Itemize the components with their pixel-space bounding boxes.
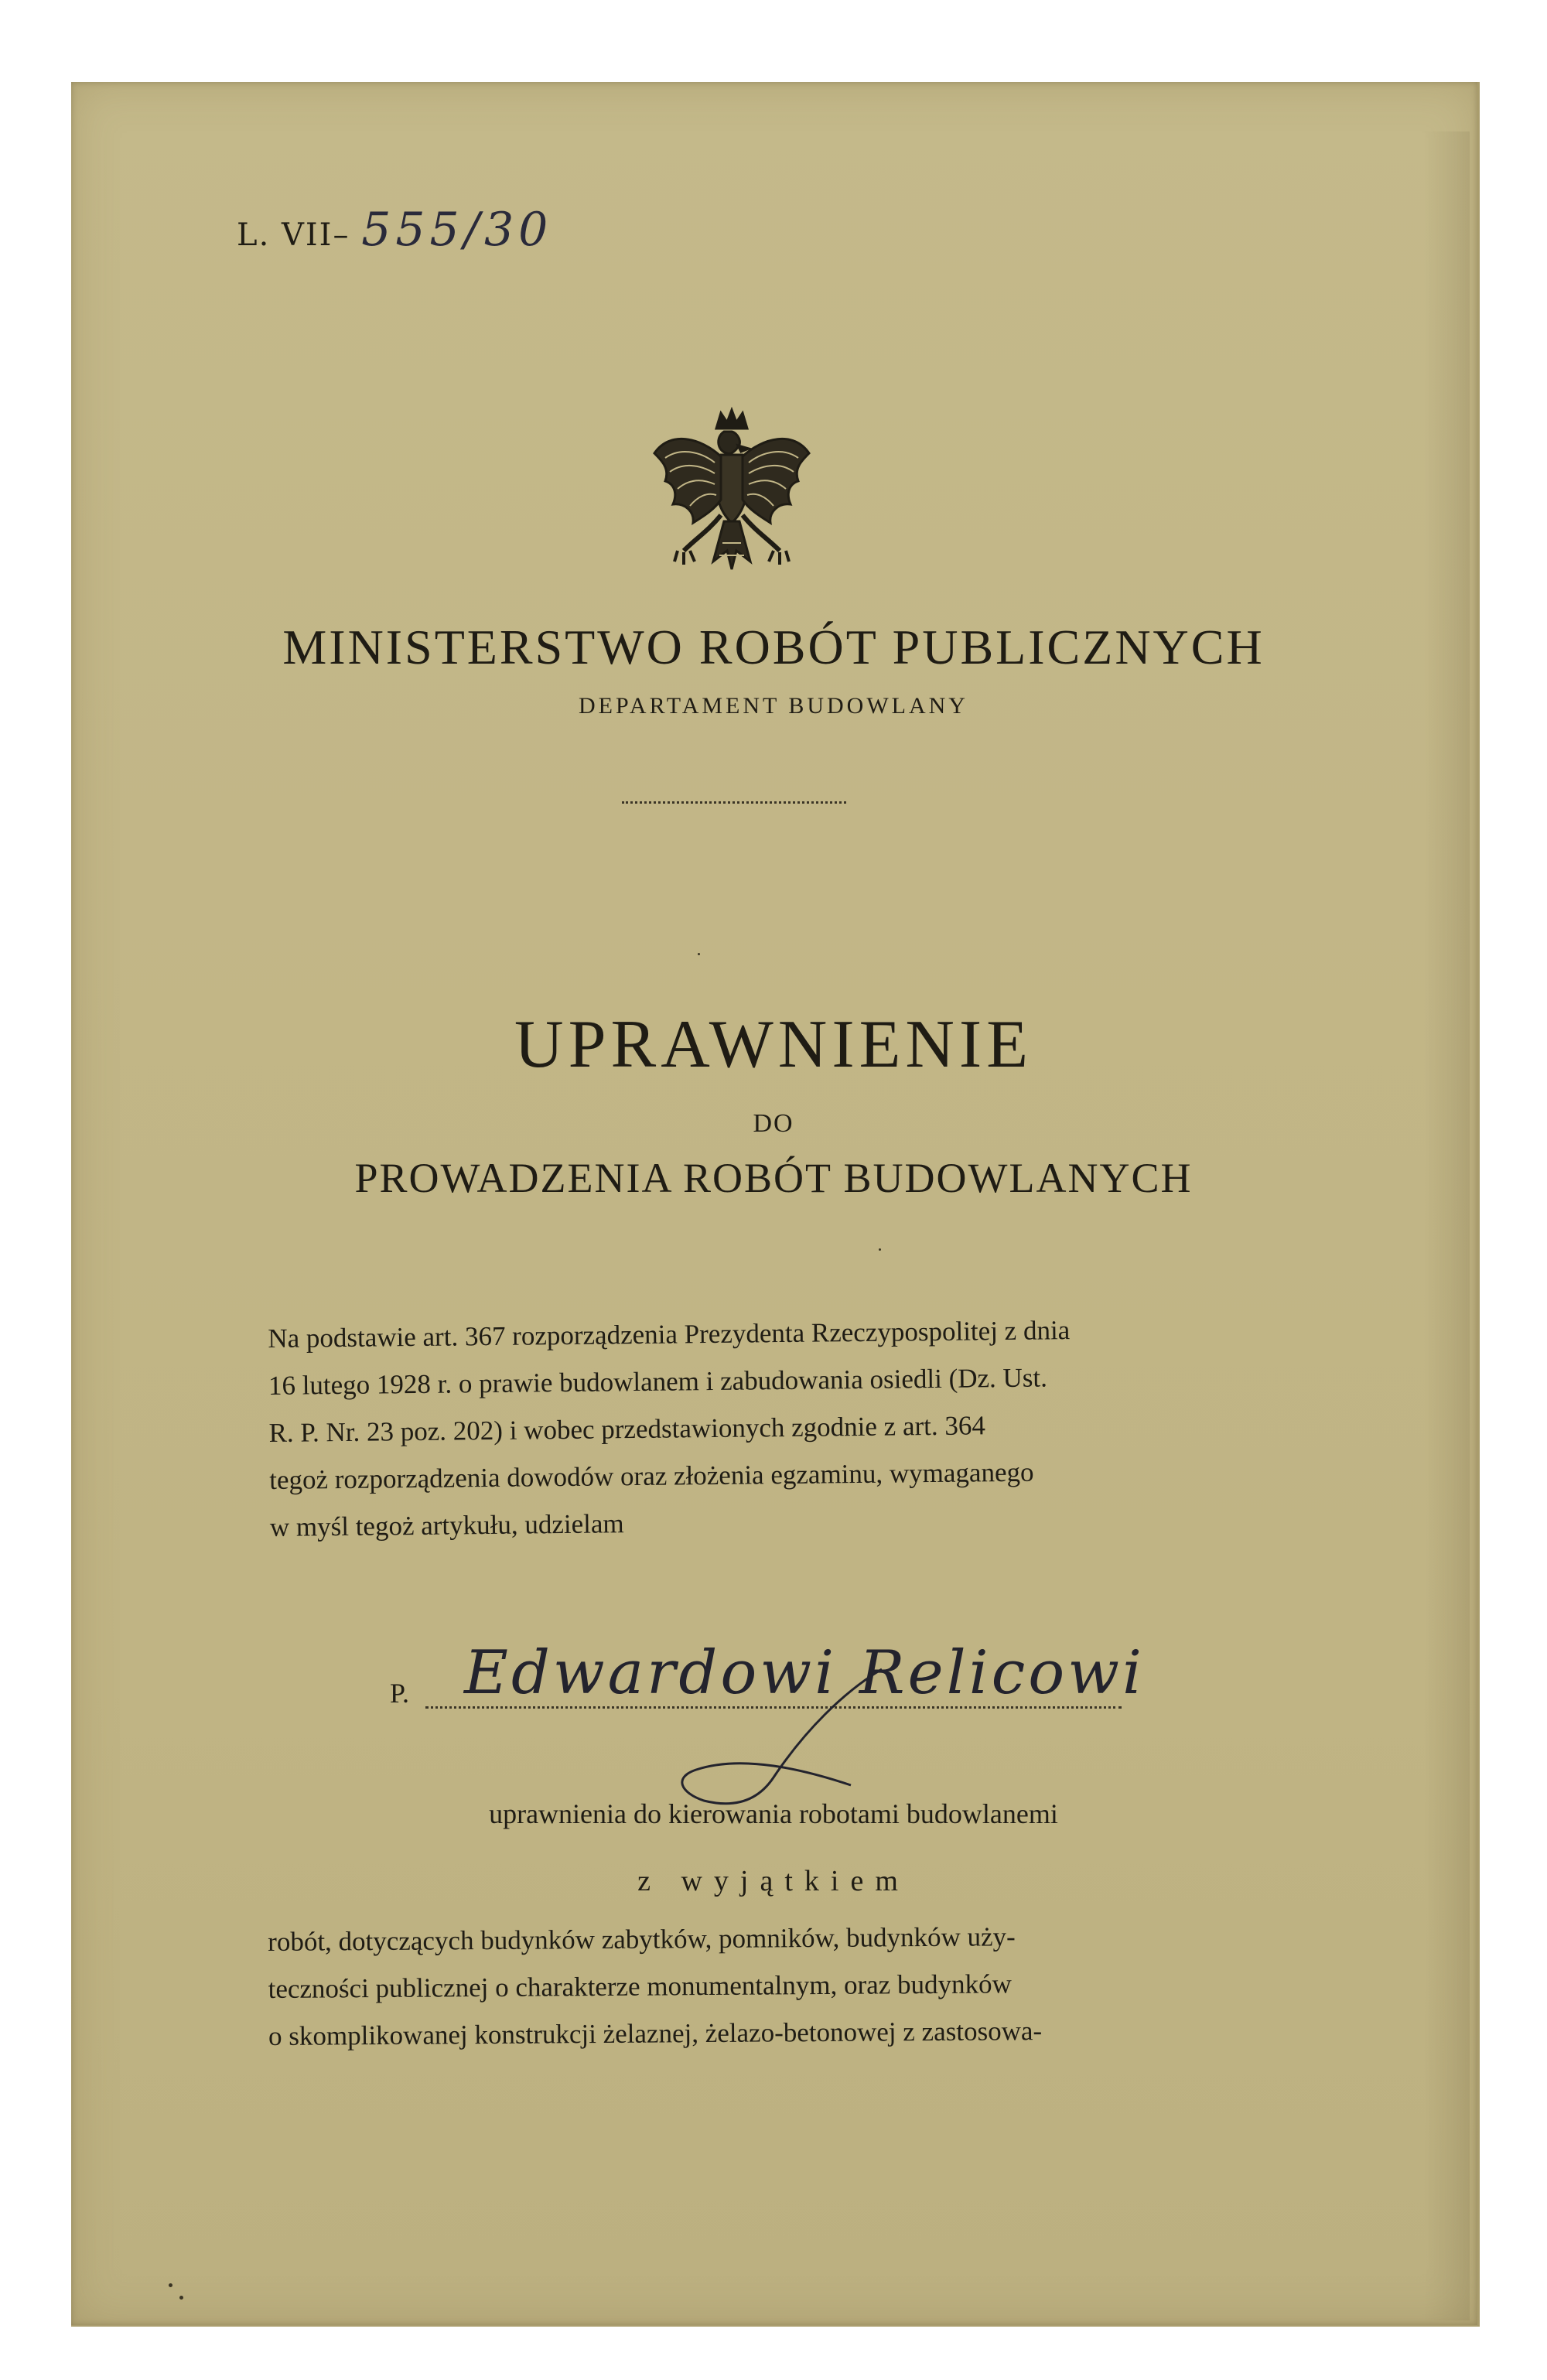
department-name: DEPARTAMENT BUDOWLANY [579, 693, 968, 719]
exception-line: robót, dotyczących budynków zabytków, pomników, budynków uży- [268, 1921, 1016, 1957]
document-title-connector: DO [753, 1109, 794, 1138]
paper-speck [698, 953, 700, 955]
ministry-title: MINISTERSTWO ROBÓT PUBLICZNYCH [282, 620, 1265, 674]
exception-line: teczności publicznej o charakterze monumentalnym, oraz budynków [268, 1969, 1012, 2004]
signature-flourish-icon [650, 1661, 944, 1816]
ornamental-divider [622, 801, 846, 807]
reference-number [237, 203, 552, 257]
reference-handwritten-number: 555/30 [361, 203, 553, 257]
exception-heading: z wyjątkiem [637, 1865, 910, 1897]
legal-basis-paragraph [268, 1305, 1237, 1551]
legal-basis-line: Na podstawie art. 367 rozporządzenia Prezydenta Rzeczypospolitej z dnia [268, 1315, 1071, 1354]
grant-statement: uprawnienia do kierowania robotami budowlanemi [489, 1798, 1058, 1829]
polish-eagle-emblem-icon [647, 407, 817, 585]
exception-paragraph [268, 1911, 1235, 2060]
paper-speck [169, 2283, 172, 2287]
legal-basis-line: 16 lutego 1928 r. o prawie budowlanem i zabudowania osiedli (Dz. Ust. [268, 1362, 1048, 1401]
document-title: UPRAWNIENIE [514, 1007, 1033, 1082]
recipient-name-handwritten: Edwardowi Relicowi [464, 1638, 1145, 1708]
reference-prefix: L. VII– [237, 217, 350, 253]
legal-basis-line: R. P. Nr. 23 poz. 202) i wobec przedstawionych zgodnie z art. 364 [268, 1410, 986, 1448]
paper-fold-shadow [1423, 131, 1470, 2320]
document-subtitle: PROWADZENIA ROBÓT BUDOWLANYCH [354, 1155, 1193, 1201]
legal-basis-line: tegoż rozporządzenia dowodów oraz złożenia egzaminu, wymaganego [269, 1456, 1034, 1495]
paper-speck [879, 1248, 881, 1251]
paper-speck [179, 2296, 183, 2300]
legal-basis-line: w myśl tegoż artykułu, udzielam [269, 1508, 624, 1542]
recipient-prefix: P. [390, 1678, 410, 1709]
exception-line: o skomplikowanej konstrukcji żelaznej, żelazo-betonowej z zastosowa- [268, 2016, 1043, 2051]
